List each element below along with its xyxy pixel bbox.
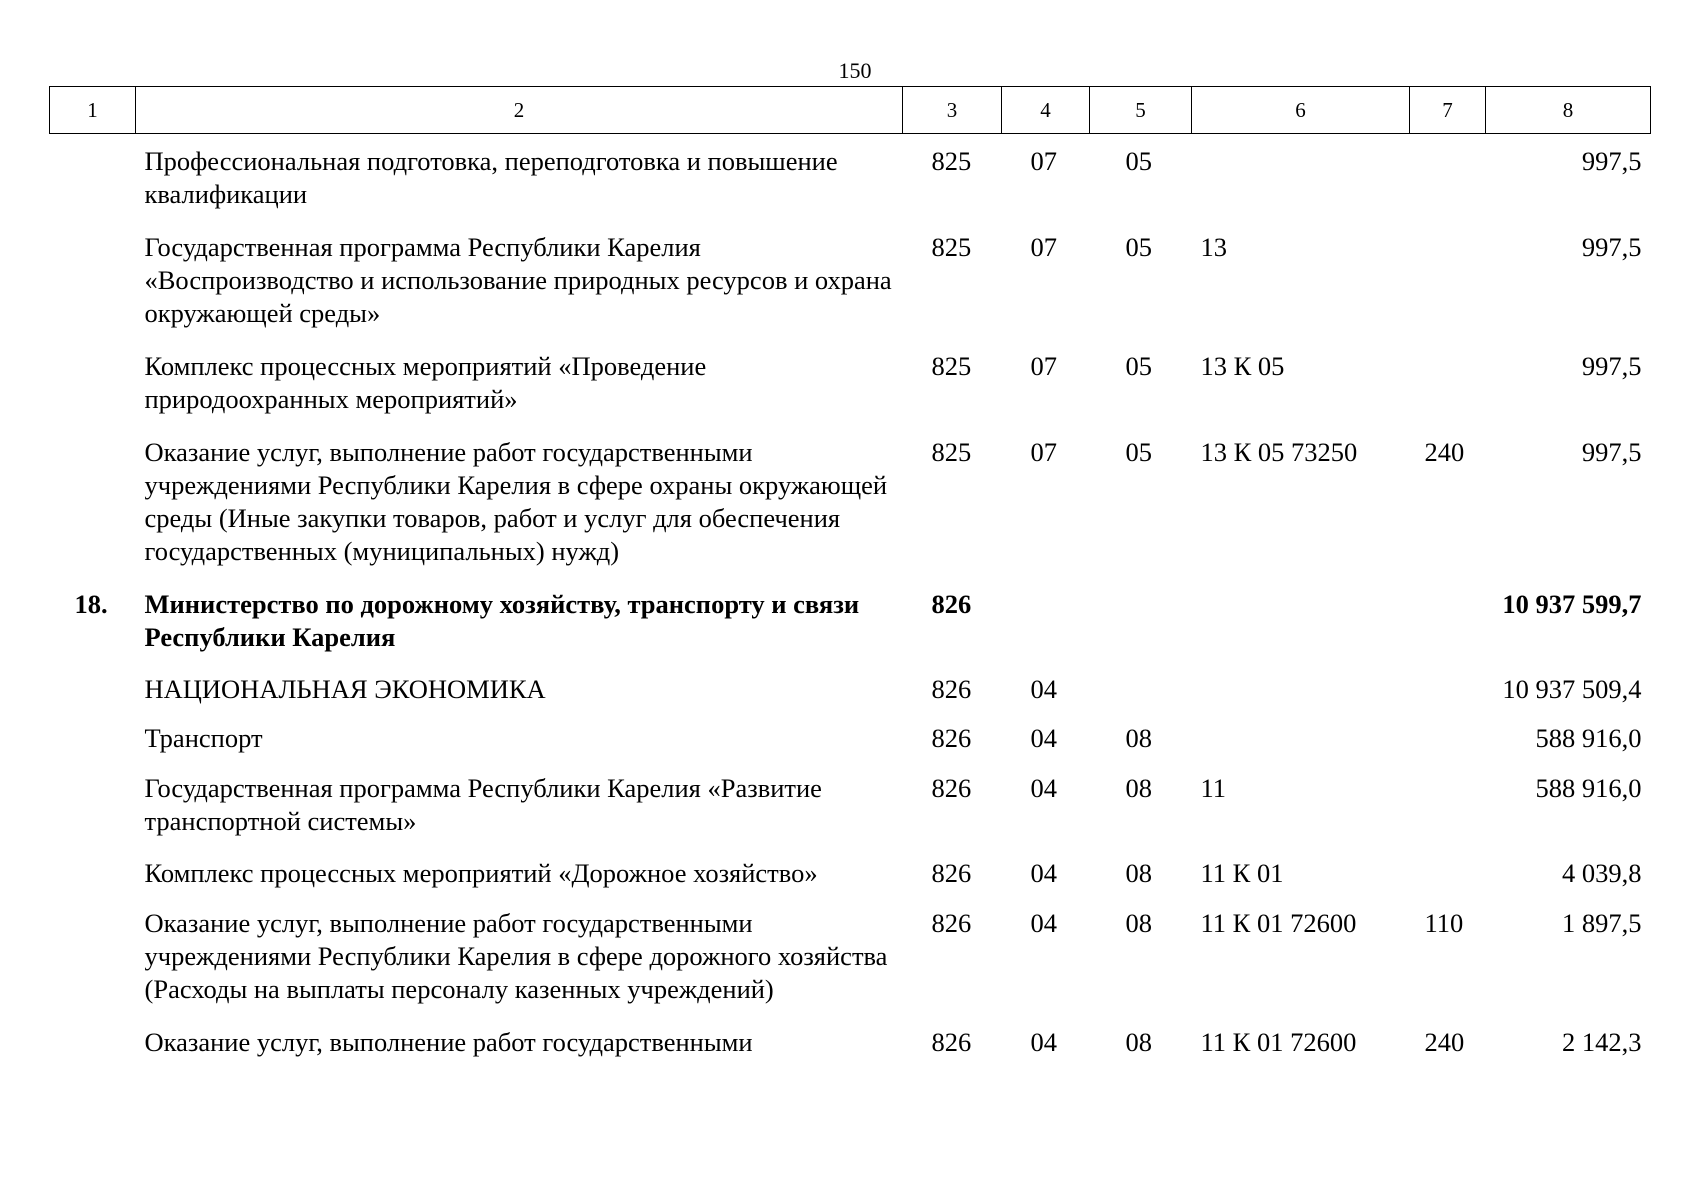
row-number — [50, 1016, 136, 1069]
row-amount: 997,5 — [1581, 232, 1642, 262]
table-row-ministry — [50, 578, 1651, 664]
row-subsection-code: 05 — [1125, 437, 1152, 467]
header-row — [50, 87, 1651, 134]
row-ministry-code: 826 — [931, 1027, 972, 1057]
row-amount: 997,5 — [1581, 351, 1642, 381]
row-expense-type — [1410, 578, 1486, 664]
row-amount: 2 142,3 — [1562, 1027, 1642, 1057]
row-number — [50, 221, 136, 340]
row-amount: 1 897,5 — [1562, 908, 1642, 938]
row-subsection-code — [1090, 578, 1192, 664]
row-section-code: 07 — [1030, 437, 1057, 467]
row-amount: 997,5 — [1581, 146, 1642, 176]
row-subsection-code: 05 — [1125, 351, 1152, 381]
row-target-article: 13 — [1200, 232, 1227, 262]
row-subsection-code: 08 — [1125, 723, 1152, 753]
row-section-code: 04 — [1030, 908, 1057, 938]
row-name: Оказание услуг, выполнение работ государственными учреждениями Республики Карелия в сфере охраны окружающей среды (Иные закупки товаров, работ и услуг для обеспечения государственных (муниципальных) нужд) — [144, 437, 888, 566]
row-section-code: 04 — [1030, 1027, 1057, 1057]
row-expense-type — [1410, 848, 1486, 897]
row-subsection-code: 08 — [1125, 1027, 1152, 1057]
row-subsection-code: 05 — [1125, 146, 1152, 176]
table-row — [50, 426, 1651, 578]
table-row — [50, 1016, 1651, 1069]
table-row — [50, 762, 1651, 848]
header-col-8: 8 — [1486, 87, 1651, 134]
table-row — [50, 713, 1651, 762]
row-ministry-code: 825 — [931, 146, 972, 176]
row-target-article — [1192, 664, 1410, 713]
header-col-2: 2 — [136, 87, 903, 134]
row-amount: 10 937 509,4 — [1502, 674, 1642, 704]
row-expense-type — [1410, 762, 1486, 848]
row-name: НАЦИОНАЛЬНАЯ ЭКОНОМИКА — [144, 674, 546, 704]
table-row — [50, 221, 1651, 340]
row-section-code: 07 — [1030, 232, 1057, 262]
row-ministry-code: 825 — [931, 437, 972, 467]
row-name: Комплекс процессных мероприятий «Дорожное хозяйство» — [144, 858, 818, 888]
row-number: 18. — [74, 589, 108, 619]
row-target-article: 11 — [1200, 773, 1227, 803]
row-number — [50, 897, 136, 1016]
row-target-article — [1192, 713, 1410, 762]
header-col-7: 7 — [1410, 87, 1486, 134]
row-number — [50, 426, 136, 578]
row-section-code: 07 — [1030, 146, 1057, 176]
row-expense-type — [1410, 134, 1486, 222]
row-name: Транспорт — [144, 723, 263, 753]
row-ministry-code: 826 — [931, 674, 972, 704]
row-ministry-code: 826 — [931, 589, 972, 619]
row-target-article: 11 К 01 — [1200, 858, 1284, 888]
header-col-6: 6 — [1192, 87, 1410, 134]
row-name: Оказание услуг, выполнение работ государственными учреждениями Республики Карелия в сфере дорожного хозяйства (Расходы на выплаты персоналу казенных учреждений) — [144, 908, 888, 1004]
table-row — [50, 897, 1651, 1016]
row-name: Профессиональная подготовка, переподготовка и повышение квалификации — [144, 146, 838, 209]
row-number — [50, 848, 136, 897]
row-ministry-code: 826 — [931, 723, 972, 753]
row-amount: 4 039,8 — [1562, 858, 1642, 888]
row-ministry-code: 826 — [931, 773, 972, 803]
row-target-article: 11 К 01 72600 — [1200, 908, 1357, 938]
table-row — [50, 134, 1651, 222]
row-ministry-code: 825 — [931, 351, 972, 381]
row-amount: 10 937 599,7 — [1502, 589, 1642, 619]
row-expense-type: 240 — [1424, 437, 1465, 467]
header-col-1: 1 — [50, 87, 136, 134]
table-row — [50, 848, 1651, 897]
row-section-code: 04 — [1030, 773, 1057, 803]
row-target-article: 13 К 05 73250 — [1200, 437, 1358, 467]
row-expense-type — [1410, 221, 1486, 340]
row-name: Государственная программа Республики Карелия «Воспроизводство и использование природных ресурсов и охрана окружающей среды» — [144, 232, 892, 328]
header-col-5: 5 — [1090, 87, 1192, 134]
row-section-code: 04 — [1030, 674, 1057, 704]
row-ministry-code: 826 — [931, 908, 972, 938]
row-amount: 588 916,0 — [1535, 773, 1642, 803]
row-subsection-code: 08 — [1125, 858, 1152, 888]
row-expense-type: 110 — [1424, 908, 1464, 938]
row-target-article: 13 К 05 — [1200, 351, 1285, 381]
row-name: Государственная программа Республики Карелия «Развитие транспортной системы» — [144, 773, 822, 836]
row-subsection-code — [1090, 664, 1192, 713]
row-subsection-code: 08 — [1125, 773, 1152, 803]
row-name: Оказание услуг, выполнение работ государственными — [144, 1027, 753, 1057]
row-section-code: 04 — [1030, 723, 1057, 753]
row-name: Комплекс процессных мероприятий «Проведение природоохранных мероприятий» — [144, 351, 707, 414]
row-expense-type — [1410, 340, 1486, 426]
row-subsection-code: 08 — [1125, 908, 1152, 938]
row-ministry-code: 825 — [931, 232, 972, 262]
row-section-code — [1002, 578, 1090, 664]
row-name: Министерство по дорожному хозяйству, транспорту и связи Республики Карелия — [144, 589, 860, 652]
row-expense-type — [1410, 713, 1486, 762]
row-expense-type: 240 — [1424, 1027, 1465, 1057]
header-col-3: 3 — [903, 87, 1002, 134]
row-amount: 588 916,0 — [1535, 723, 1642, 753]
row-target-article — [1192, 578, 1410, 664]
row-expense-type — [1410, 664, 1486, 713]
page-number: 150 — [838, 58, 872, 83]
row-number — [50, 762, 136, 848]
table-row — [50, 664, 1651, 713]
row-subsection-code: 05 — [1125, 232, 1152, 262]
budget-table — [49, 86, 1651, 1069]
row-amount: 997,5 — [1581, 437, 1642, 467]
row-section-code: 04 — [1030, 858, 1057, 888]
row-number — [50, 713, 136, 762]
row-number — [50, 134, 136, 222]
row-number — [50, 664, 136, 713]
header-col-4: 4 — [1002, 87, 1090, 134]
table-row — [50, 340, 1651, 426]
row-ministry-code: 826 — [931, 858, 972, 888]
row-number — [50, 340, 136, 426]
row-target-article: 11 К 01 72600 — [1200, 1027, 1357, 1057]
row-target-article — [1192, 134, 1410, 222]
row-section-code: 07 — [1030, 351, 1057, 381]
